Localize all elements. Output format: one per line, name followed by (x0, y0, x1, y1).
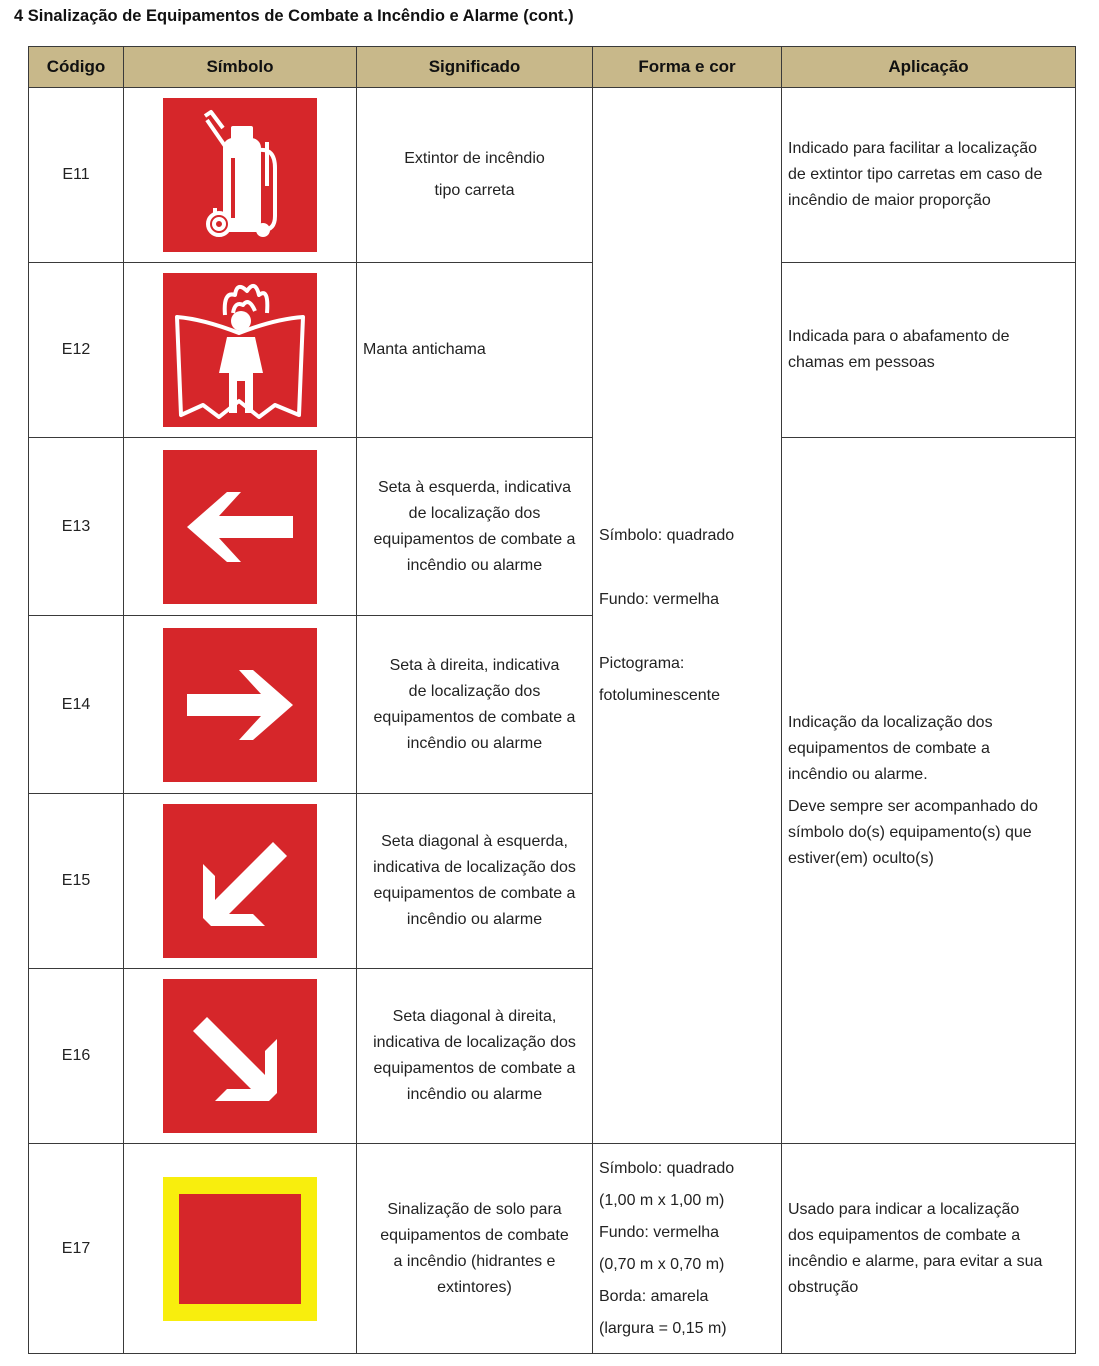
floor-sign-icon (163, 1177, 317, 1321)
table-row (29, 263, 1076, 438)
row-application: Usado para indicar a localização dos equipamentos de combate a incêndio e alarme, para evitar a sua obstrução (782, 1144, 1076, 1354)
row-meaning: Seta à esquerda, indicativa de localização dos equipamentos de combate a incêndio ou alarme (357, 438, 593, 616)
header-code: Código (29, 47, 124, 88)
row-meaning: Extintor de incêndio tipo carreta (357, 88, 593, 263)
header-symbol: Símbolo (124, 47, 357, 88)
row-application: Indicada para o abafamento de chamas em pessoas (782, 263, 1076, 438)
row-code: E17 (29, 1144, 124, 1354)
row-code: E15 (29, 794, 124, 969)
header-form: Forma e cor (593, 47, 782, 88)
fire-extinguisher-cart-icon (163, 98, 317, 252)
table-row (29, 1144, 1076, 1354)
row-meaning: Seta diagonal à esquerda, indicativa de localização dos equipamentos de combate a incêndio ou alarme (357, 794, 593, 969)
row-meaning: Manta antichama (357, 263, 593, 438)
signage-table (28, 46, 1076, 1354)
row-meaning: Seta à direita, indicativa de localização dos equipamentos de combate a incêndio ou alarme (357, 616, 593, 794)
row-code: E13 (29, 438, 124, 616)
arrow-left-icon (163, 450, 317, 604)
row-application: Indicado para facilitar a localização de extintor tipo carretas em caso de incêndio de maior proporção (782, 88, 1076, 263)
row-meaning: Sinalização de solo para equipamentos de combate a incêndio (hidrantes e extintores) (357, 1144, 593, 1354)
row-code: E14 (29, 616, 124, 794)
arrow-right-icon (163, 628, 317, 782)
row-meaning: Seta diagonal à direita, indicativa de localização dos equipamentos de combate a incêndio ou alarme (357, 969, 593, 1144)
arrows-application-cell: Indicação da localização dos equipamentos de combate a incêndio ou alarme. Deve sempre ser acompanhado do símbolo do(s) equipamento(s) que estiver(em) oculto(s) (782, 438, 1076, 1144)
page-title: 4 Sinalização de Equipamentos de Combate a Incêndio e Alarme (cont.) (14, 7, 574, 25)
form-color-cell: Símbolo: quadrado Fundo: vermelha Pictograma: fotoluminescente (593, 88, 782, 1144)
arrow-down-left-icon (163, 804, 317, 958)
table-header-row (29, 47, 1076, 88)
fire-blanket-icon (163, 273, 317, 427)
table-row (29, 438, 1076, 616)
header-application: Aplicação (782, 47, 1076, 88)
header-meaning: Significado (357, 47, 593, 88)
row-code: E12 (29, 263, 124, 438)
form-color-cell-e17: Símbolo: quadrado (1,00 m x 1,00 m) Fundo: vermelha (0,70 m x 0,70 m) Borda: amarela (largura = 0,15 m) (593, 1144, 782, 1354)
table-row (29, 88, 1076, 263)
row-code: E16 (29, 969, 124, 1144)
row-code: E11 (29, 88, 124, 263)
arrow-down-right-icon (163, 979, 317, 1133)
